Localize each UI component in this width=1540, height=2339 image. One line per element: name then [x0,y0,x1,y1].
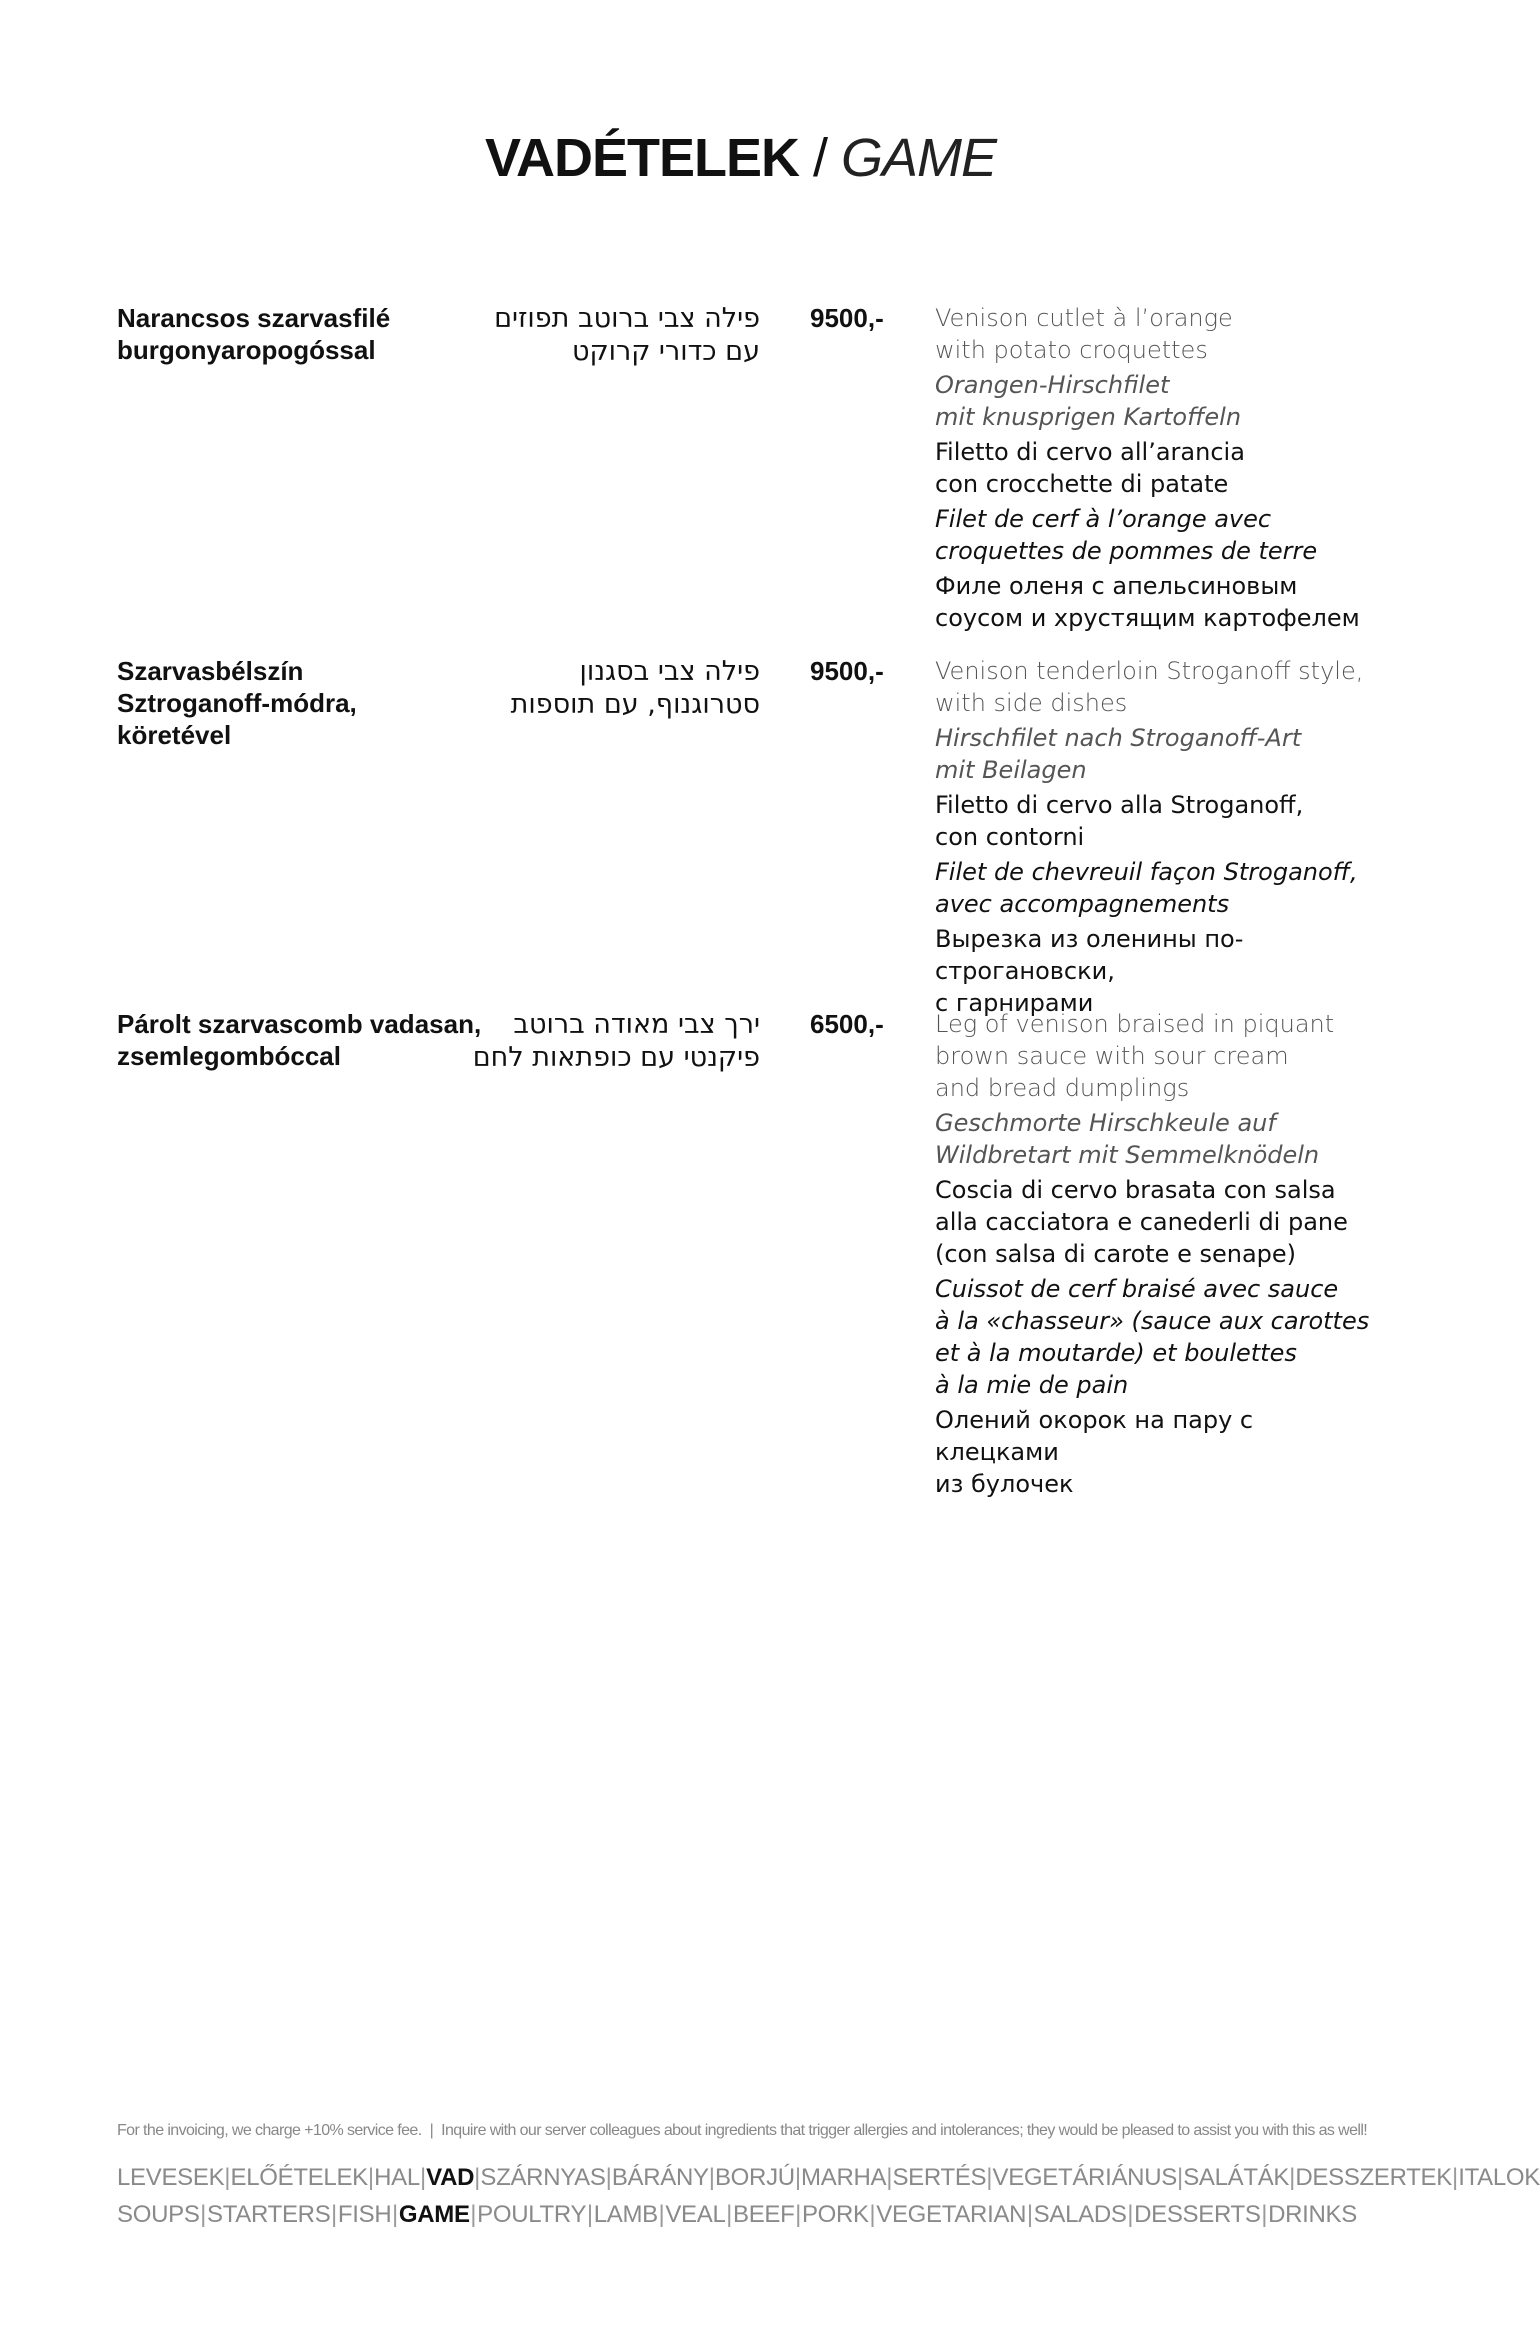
dish-name-english: Venison tenderloin Stroganoff style, with side dishes [935,657,1364,717]
nav-separator: | [367,2164,375,2191]
dish-name-hebrew: פילה צבי בסגנון סטרוגנוף, עם תוספות [510,656,760,720]
dish-name-french: Cuissot de cerf braisé avec sauce à la «chasseur» (sauce aux carottes et à la moutarde) et boulettes à la mie de pain [935,1275,1370,1399]
title-separator: / [812,128,827,188]
nav-separator: | [1127,2201,1134,2228]
dish-name-french: Filet de cerf à l’orange avec croquettes de pommes de terre [935,505,1318,565]
nav-separator: | [869,2201,876,2228]
nav-item-hu-0[interactable]: LEVESEK [117,2164,225,2191]
nav-item-hu-3[interactable]: VAD [426,2164,475,2191]
nav-item-en-10[interactable]: SALADS [1033,2201,1127,2228]
nav-separator: | [1451,2164,1459,2191]
dish-name-german: Orangen-Hirschfilet mit knusprigen Kartoffeln [935,371,1242,431]
nav-item-hu-1[interactable]: ELŐÉTELEK [230,2164,368,2191]
dish-name-italian: Filetto di cervo all’arancia con crocchette di patate [935,438,1245,498]
footnote-separator: | [429,2122,434,2139]
nav-separator: | [795,2201,802,2228]
nav-item-hu-10[interactable]: SALÁTÁK [1183,2164,1290,2191]
dish-translations [935,1008,1375,1500]
dish-translations [935,302,1375,634]
nav-item-hu-12[interactable]: ITALOK [1458,2164,1540,2191]
nav-item-en-3[interactable]: GAME [398,2201,470,2228]
title-english: GAME [841,128,997,188]
dish-price: 9500,- [810,656,884,686]
footnote [117,2120,1367,2142]
title-hungarian: VADÉTELEK [484,128,799,188]
dish-name-hebrew: פילה צבי ברוטב תפוזים עם כדורי קרוקט [494,303,760,367]
nav-item-en-12[interactable]: DRINKS [1268,2201,1357,2228]
nav-item-en-11[interactable]: DESSERTS [1134,2201,1261,2228]
nav-separator: | [419,2164,427,2191]
nav-item-hu-7[interactable]: MARHA [801,2164,887,2191]
dish-name-italian: Filetto di cervo alla Stroganoff, con contorni [935,791,1304,851]
service-fee-note: For the invoicing, we charge +10% service fee. [117,2122,422,2139]
nav-item-hu-9[interactable]: VEGETÁRIÁNUS [992,2164,1177,2191]
dish-name-english: Leg of venison braised in piquant brown sauce with sour cream and bread dumplings [935,1010,1335,1102]
nav-separator: | [658,2201,665,2228]
dish-name-italian: Coscia di cervo brasata con salsa alla cacciatora e canederli di pane (con salsa di carote e senape) [935,1176,1348,1268]
dish-name-english: Venison cutlet à l’orange with potato croquettes [935,304,1233,364]
dish-name-russian: Филе оленя с апельсиновым соусом и хрустящим картофелем [935,572,1360,632]
nav-item-hu-5[interactable]: BÁRÁNY [611,2164,709,2191]
nav-item-en-7[interactable]: BEEF [732,2201,795,2228]
nav-item-en-1[interactable]: STARTERS [207,2201,331,2228]
nav-separator: | [1289,2164,1296,2191]
nav-item-hu-6[interactable]: BORJÚ [714,2164,795,2191]
nav-separator: | [392,2201,399,2228]
nav-separator: | [605,2164,612,2191]
nav-item-en-6[interactable]: VEAL [665,2201,726,2228]
nav-separator: | [1176,2164,1184,2191]
allergy-note: Inquire with our server colleagues about ingredients that trigger allergies and intolerances; they would be pleased to assist you with this as well! [441,2122,1368,2139]
nav-item-hu-2[interactable]: HAL [374,2164,420,2191]
nav-separator: | [331,2201,338,2228]
dish-price: 9500,- [810,303,884,333]
dish-price: 6500,- [810,1009,884,1039]
dish-name-russian: Олений окорок на пару с клецками из булочек [935,1406,1254,1498]
dish-name-german: Hirschfilet nach Stroganoff-Art mit Beilagen [935,724,1302,784]
dish-name-french: Filet de chevreuil façon Stroganoff, avec accompagnements [935,858,1358,918]
nav-item-en-5[interactable]: LAMB [593,2201,658,2228]
nav-item-en-4[interactable]: POULTRY [477,2201,587,2228]
nav-item-en-2[interactable]: FISH [337,2201,392,2228]
category-nav-english [117,2199,1357,2231]
nav-separator: | [470,2201,477,2228]
dish-name-hungarian: Párolt szarvascomb vadasan, zsemlegombóccal [117,1009,482,1071]
dish-name-hebrew: ירך צבי מאודה ברוטב פיקנטי עם כופתאות לחם [472,1009,760,1073]
dish-name-hungarian: Szarvasbélszín Sztroganoff-módra, köretével [117,656,357,750]
nav-separator: | [726,2201,733,2228]
category-nav-hungarian [117,2162,1540,2194]
nav-separator: | [1026,2201,1034,2228]
nav-separator: | [708,2164,715,2191]
nav-separator: | [474,2164,481,2191]
nav-separator: | [886,2164,893,2191]
nav-item-en-0[interactable]: SOUPS [117,2201,200,2228]
nav-item-en-8[interactable]: PORK [801,2201,869,2228]
dish-name-russian: Вырезка из оленины по-строгановски, с гарнирами [935,925,1244,1017]
nav-separator: | [586,2201,594,2228]
nav-separator: | [224,2164,231,2191]
dish-name-hungarian: Narancsos szarvasfilé burgonyaropogóssal [117,303,391,365]
nav-item-hu-8[interactable]: SERTÉS [892,2164,987,2191]
nav-separator: | [1261,2201,1268,2228]
nav-separator: | [794,2164,802,2191]
dish-translations [935,655,1375,1019]
nav-item-hu-11[interactable]: DESSZERTEK [1295,2164,1452,2191]
dish-name-german: Geschmorte Hirschkeule auf Wildbretart mit Semmelknödeln [935,1109,1320,1169]
nav-item-hu-4[interactable]: SZÁRNYAS [480,2164,606,2191]
nav-item-en-9[interactable]: VEGETARIAN [876,2201,1027,2228]
nav-separator: | [200,2201,207,2228]
page-title [0,118,1481,198]
nav-separator: | [986,2164,993,2191]
